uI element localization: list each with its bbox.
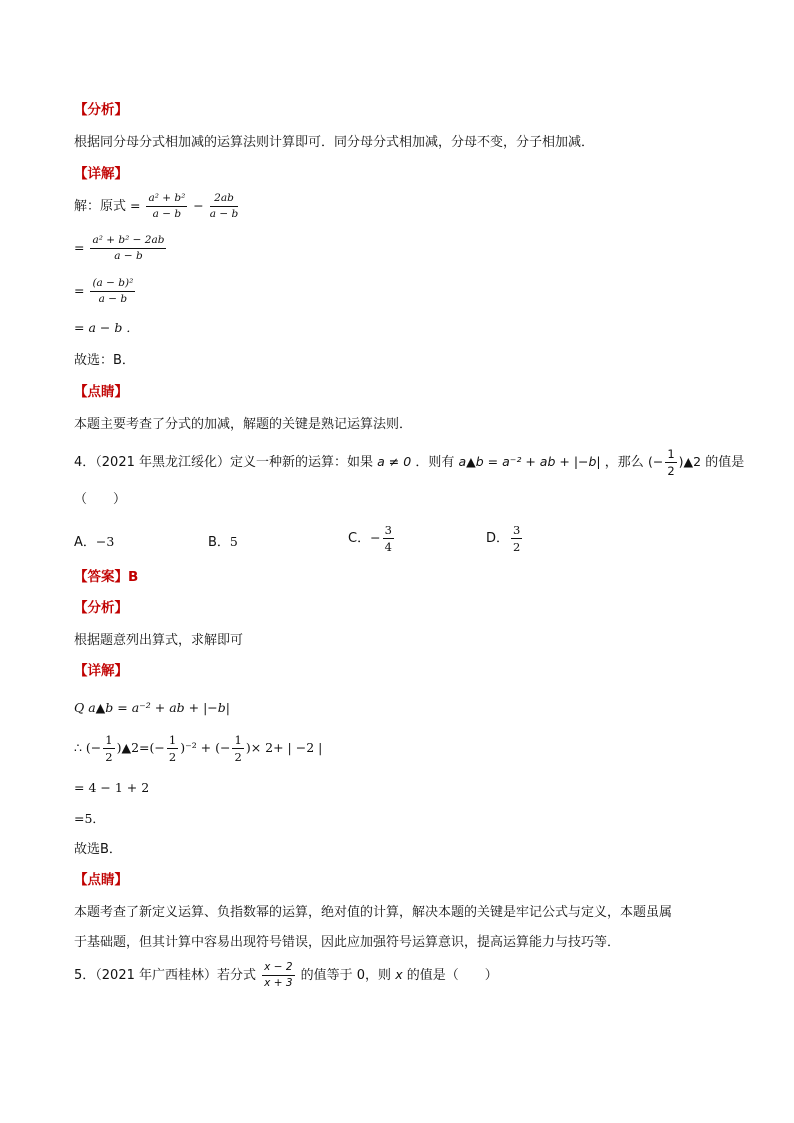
question-4-stem [74,448,744,477]
step2-numerator: a² + b² − 2ab [90,235,166,249]
q4-stem-prefix: 4．（2021 年黑龙江绥化）定义一种新的运算：如果 [74,455,373,471]
step1-prefix: 解：原式 [74,199,127,215]
q4-step2-a: )▲2=(− [116,740,165,756]
q5-stem-end: 的值是（ ） [406,968,498,984]
q4-half-num-3: 1 [232,734,243,749]
q4-half-num-2: 1 [167,734,178,749]
q4-stem-mid2: ，那么 [604,455,644,471]
option-b [208,536,238,549]
choice-line: 故选：B． [74,353,135,368]
option-b-label: B． [208,535,230,550]
option-a-label: A． [74,535,96,550]
q4-half-den-3: 2 [234,750,242,765]
q4-step-2 [74,734,322,763]
option-c-sign: − [370,530,381,546]
q4-frac-num: 1 [665,448,676,463]
analysis-heading: 【分析】 [74,102,128,118]
q4-choice-line: 故选B． [74,842,122,857]
solution-step-3: = $\frac{\text{(a − b)²}}{a - b}$ [74,277,134,306]
q5-frac-num: x − 2 [262,962,294,976]
option-a-value: −3 [95,534,115,549]
detail-heading: 【详解】 [74,166,128,182]
q4-comment-line-2: 于基础题，但其计算中容易出现符号错误，因此应加强符号运算意识，提高运算能力与技巧等． [74,935,621,950]
step1-numerator-2: 2ab [210,193,238,207]
q4-stem-suffix: 的值是 [705,455,745,471]
q4-frac-den: 2 [667,464,675,479]
comment-text: 本题主要考查了分式的加减，解题的关键是熟记运算法则． [74,417,413,432]
q5-variable: x [395,967,403,983]
q4-condition: a ≠ 0 [377,454,412,470]
q4-expr-pre: (− [647,454,664,470]
q4-paren: （ ） [74,492,127,507]
step3-numerator: (a − b)² [90,278,135,292]
q4-stem-mid: ．则有 [415,455,455,471]
option-b-value: 5 [229,534,238,549]
solution-step-4: = a − b ． [74,320,139,335]
q4-step2-b: )⁻² + (− [180,740,231,756]
q4-definition: a▲b = a⁻² + ab + |−b| [458,454,601,470]
q4-step-4: =5． [74,811,105,826]
step1-minus: − [193,198,204,214]
q4-half-num-1: 1 [103,734,114,749]
q4-analysis-heading: 【分析】 [74,600,128,616]
answer-line: 【答案】B [74,569,139,585]
option-d-den: 2 [513,540,521,555]
step1-denominator-2: a − b [209,208,239,221]
q4-analysis-text: 根据题意列出算式，求解即可 [74,633,244,648]
q4-half-den-1: 2 [105,750,113,765]
q4-step2-prefix: ∴ (− [74,740,102,756]
solution-step-1: 解：原式 = $\frac{\text{a² + b²}}{a - b}$ − $\frac{2ab}{a - b}$ [74,192,239,221]
q4-comment-line-1: 本题考查了新定义运算、负指数幂的运算，绝对值的计算，解决本题的关键是牢记公式与定义，本题虽属 [74,905,673,920]
solution-step-2: = $\frac{\text{a² + b² − 2ab}}{a - b}$ [74,234,165,263]
q5-frac-den: x + 3 [264,977,293,990]
q4-detail-heading: 【详解】 [74,663,128,679]
q4-half-den-2: 2 [168,750,177,765]
q4-expr-post: )▲2 [678,454,702,470]
option-c-num: 3 [383,524,394,539]
step2-denominator: a − b [114,250,143,263]
option-c-den: 4 [384,540,392,555]
step3-denominator: a − b [98,293,128,306]
analysis-text: 根据同分母分式相加减的运算法则计算即可．同分母分式相加减，分母不变，分子相加减． [74,135,595,150]
step1-numerator-1: a² + b² [146,193,187,207]
option-c [348,524,396,553]
option-a [74,536,114,549]
option-d-label: D． [486,531,510,547]
option-d [486,524,524,553]
comment-heading: 【点睛】 [74,384,128,400]
option-d-num: 3 [511,524,522,539]
q5-stem-suffix: 的值等于 0，则 [300,968,392,984]
q4-step2-c: )× 2+ | −2 | [245,740,323,756]
q4-comment-heading: 【点睛】 [74,872,128,888]
question-5-stem [74,962,498,989]
q4-step-3: = 4 − 1 + 2 [74,780,150,795]
step1-denominator-1: a − b [152,208,182,221]
option-c-label: C． [348,531,371,547]
q4-step-1: Q a▲b = a⁻² + ab + |−b| [74,700,230,715]
q5-stem-prefix: 5．（2021 年广西桂林）若分式 [74,968,256,984]
